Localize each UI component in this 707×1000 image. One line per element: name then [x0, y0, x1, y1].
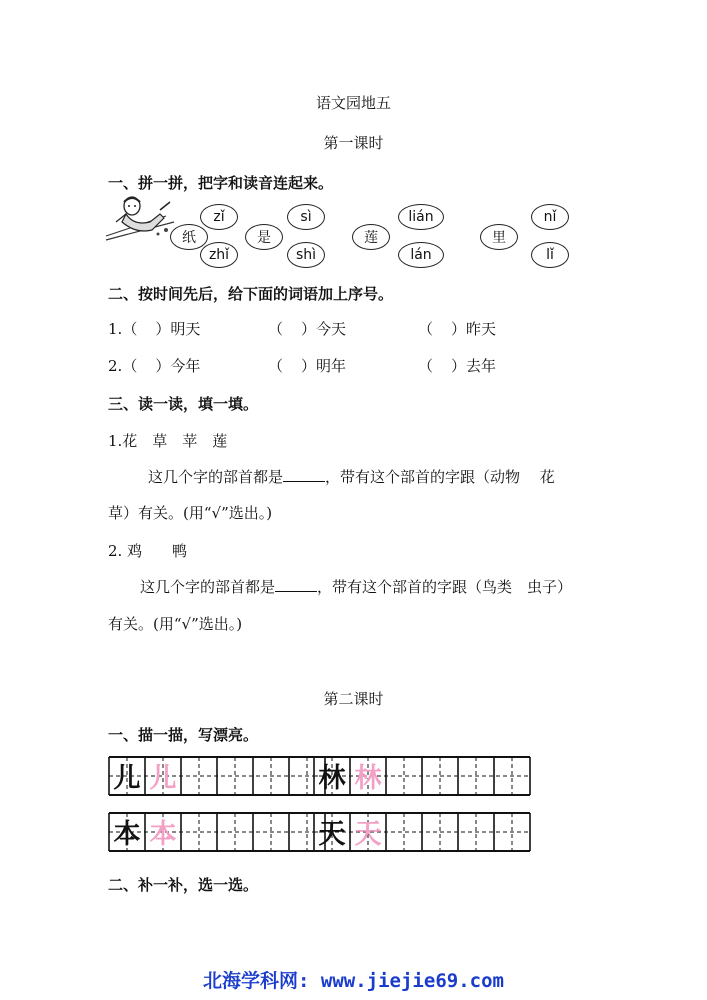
- model-char-cell: [314, 756, 350, 794]
- pinyin-top-3[interactable]: lián: [398, 204, 444, 230]
- writing-grid-3: [108, 812, 324, 850]
- fill-blank-2[interactable]: [275, 579, 317, 592]
- section-5-heading: 二、补一补，选一选。: [108, 876, 259, 894]
- tracing-char: 本: [149, 818, 177, 850]
- empty-writing-cell[interactable]: [494, 812, 530, 850]
- order-row-2-c: （ ）去年: [418, 357, 497, 375]
- char-oval-1[interactable]: 纸: [170, 224, 208, 250]
- section-3-heading: 三、读一读，填一填。: [108, 395, 259, 413]
- section-4-heading: 一、描一描，写漂亮。: [108, 726, 259, 744]
- model-char-cell: [109, 756, 145, 794]
- model-char: 儿: [113, 762, 141, 794]
- lesson-2-title: 第二课时: [323, 690, 384, 708]
- footer-watermark: 北海学科网: www.jiejie69.com: [203, 970, 504, 992]
- order-row-2: 2.（ ）今年: [108, 357, 201, 375]
- empty-writing-cell[interactable]: [422, 756, 458, 794]
- model-char-cell: [314, 812, 350, 850]
- tracing-char-cell[interactable]: [145, 812, 181, 850]
- model-char-cell: [109, 812, 145, 850]
- order-row-1: 1.（ ）明天: [108, 320, 201, 338]
- char-oval-4[interactable]: 里: [480, 224, 518, 250]
- empty-writing-cell[interactable]: [422, 812, 458, 850]
- page-title: 语文园地五: [315, 94, 391, 112]
- order-row-1-b: （ ）今天: [268, 320, 347, 338]
- item-1-chars: 1.花 草 苹 莲: [108, 432, 228, 450]
- empty-writing-cell[interactable]: [253, 756, 289, 794]
- empty-writing-cell[interactable]: [458, 812, 494, 850]
- empty-writing-cell[interactable]: [386, 756, 422, 794]
- writing-grid-4: [313, 812, 529, 850]
- pinyin-top-4[interactable]: nǐ: [531, 204, 569, 230]
- empty-writing-cell[interactable]: [458, 756, 494, 794]
- tracing-char-cell[interactable]: [350, 812, 386, 850]
- empty-writing-cell[interactable]: [386, 812, 422, 850]
- tracing-char-cell[interactable]: [350, 756, 386, 794]
- pinyin-bottom-3[interactable]: lán: [398, 242, 444, 268]
- model-char: 本: [113, 818, 141, 850]
- empty-writing-cell[interactable]: [217, 812, 253, 850]
- item-2-line-2: 有关。(用“√”选出。): [108, 615, 243, 633]
- fill-blank-1[interactable]: [283, 469, 325, 482]
- model-char: 林: [318, 762, 346, 794]
- pinyin-top-2[interactable]: sì: [287, 204, 325, 230]
- empty-writing-cell[interactable]: [181, 812, 217, 850]
- empty-writing-cell[interactable]: [494, 756, 530, 794]
- char-oval-2[interactable]: 是: [245, 224, 283, 250]
- section-2-heading: 二、按时间先后，给下面的词语加上序号。: [108, 285, 394, 303]
- writing-grid-2: [313, 756, 529, 794]
- pinyin-top-1[interactable]: zǐ: [200, 204, 238, 230]
- item-1-line-2: 草）有关。(用“√”选出。): [108, 504, 273, 522]
- order-row-1-c: （ ）昨天: [418, 320, 497, 338]
- child-writing-illustration: [104, 192, 176, 244]
- empty-writing-cell[interactable]: [253, 812, 289, 850]
- writing-grid-1: [108, 756, 324, 794]
- tracing-char-cell[interactable]: [145, 756, 181, 794]
- pinyin-bottom-1[interactable]: zhǐ: [200, 242, 238, 268]
- section-1-heading: 一、拼一拼，把字和读音连起来。: [108, 174, 334, 192]
- model-char: 天: [318, 818, 346, 850]
- lesson-1-title: 第一课时: [323, 134, 384, 152]
- empty-writing-cell[interactable]: [217, 756, 253, 794]
- tracing-char: 天: [354, 818, 382, 850]
- empty-writing-cell[interactable]: [181, 756, 217, 794]
- order-row-2-b: （ ）明年: [268, 357, 347, 375]
- item-2-line-1: 这几个字的部首都是 ，带有这个部首的字跟（鸟类 虫子）: [140, 578, 573, 596]
- item-2-chars: 2. 鸡 鸭: [108, 542, 188, 560]
- char-oval-3[interactable]: 莲: [352, 224, 390, 250]
- item-1-line-1: 这几个字的部首都是 ，带有这个部首的字跟（动物 花: [148, 468, 555, 486]
- tracing-char: 儿: [149, 762, 177, 794]
- tracing-char: 林: [354, 762, 382, 794]
- pinyin-bottom-2[interactable]: shì: [287, 242, 325, 268]
- pinyin-bottom-4[interactable]: lǐ: [531, 242, 569, 268]
